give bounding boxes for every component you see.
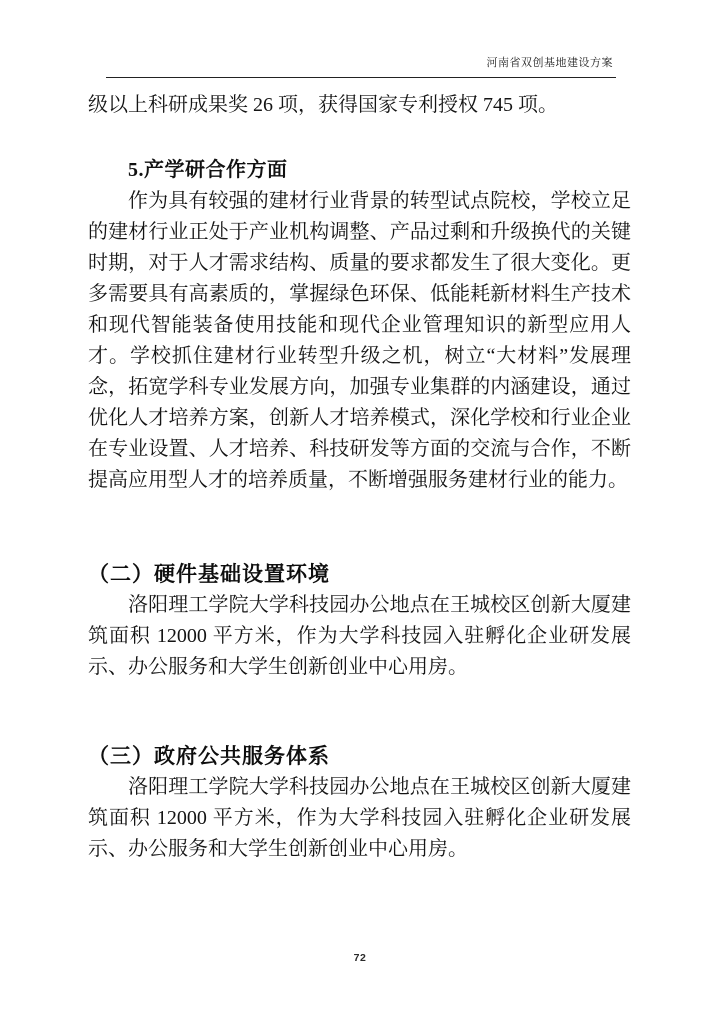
carryover-paragraph: 级以上科研成果奖 26 项，获得国家专利授权 745 项。 — [88, 94, 558, 116]
section-5-heading: 5.产学研合作方面 — [128, 159, 288, 181]
page-footer — [0, 948, 720, 966]
page-header — [106, 56, 616, 78]
section-3-paragraph: 洛阳理工学院大学科技园办公地点在王城校区创新大厦建筑面积 12000 平方米，作为大学科技园入驻孵化企业研发展示、办公服务和大学生创新创业中心用房。 — [88, 776, 631, 860]
section-3-heading: （三）政府公共服务体系 — [88, 745, 330, 768]
page-content — [88, 90, 631, 865]
header-title: 河南省双创基地建设方案 — [486, 57, 613, 69]
section-2-heading: （二）硬件基础设置环境 — [88, 563, 330, 586]
section-5-paragraph: 作为具有较强的建材行业背景的转型试点院校，学校立足的建材行业正处于产业机构调整、产品过剩和升级换代的关键时期，对于人才需求结构、质量的要求都发生了很大变化。更多需要具有高素质的，掌握绿色环保、低能耗新材料生产技术和现代智能装备使用技能和现代企业管理知识的新型应用人才。学校抓住建材行业转型升级之机，树立“大材料”发展理念，拓宽学科专业发展方向，加强专业集群的内涵建设，通过优化人才培养方案，创新人才培养模式，深化学校和行业企业在专业设置、人才培养、科技研发等方面的交流与合作，不断提高应用型人才的培养质量，不断增强服务建材行业的能力。 — [88, 190, 631, 491]
section-2-paragraph: 洛阳理工学院大学科技园办公地点在王城校区创新大厦建筑面积 12000 平方米，作为大学科技园入驻孵化企业研发展示、办公服务和大学生创新创业中心用房。 — [88, 594, 631, 678]
page-number: 72 — [353, 952, 367, 964]
